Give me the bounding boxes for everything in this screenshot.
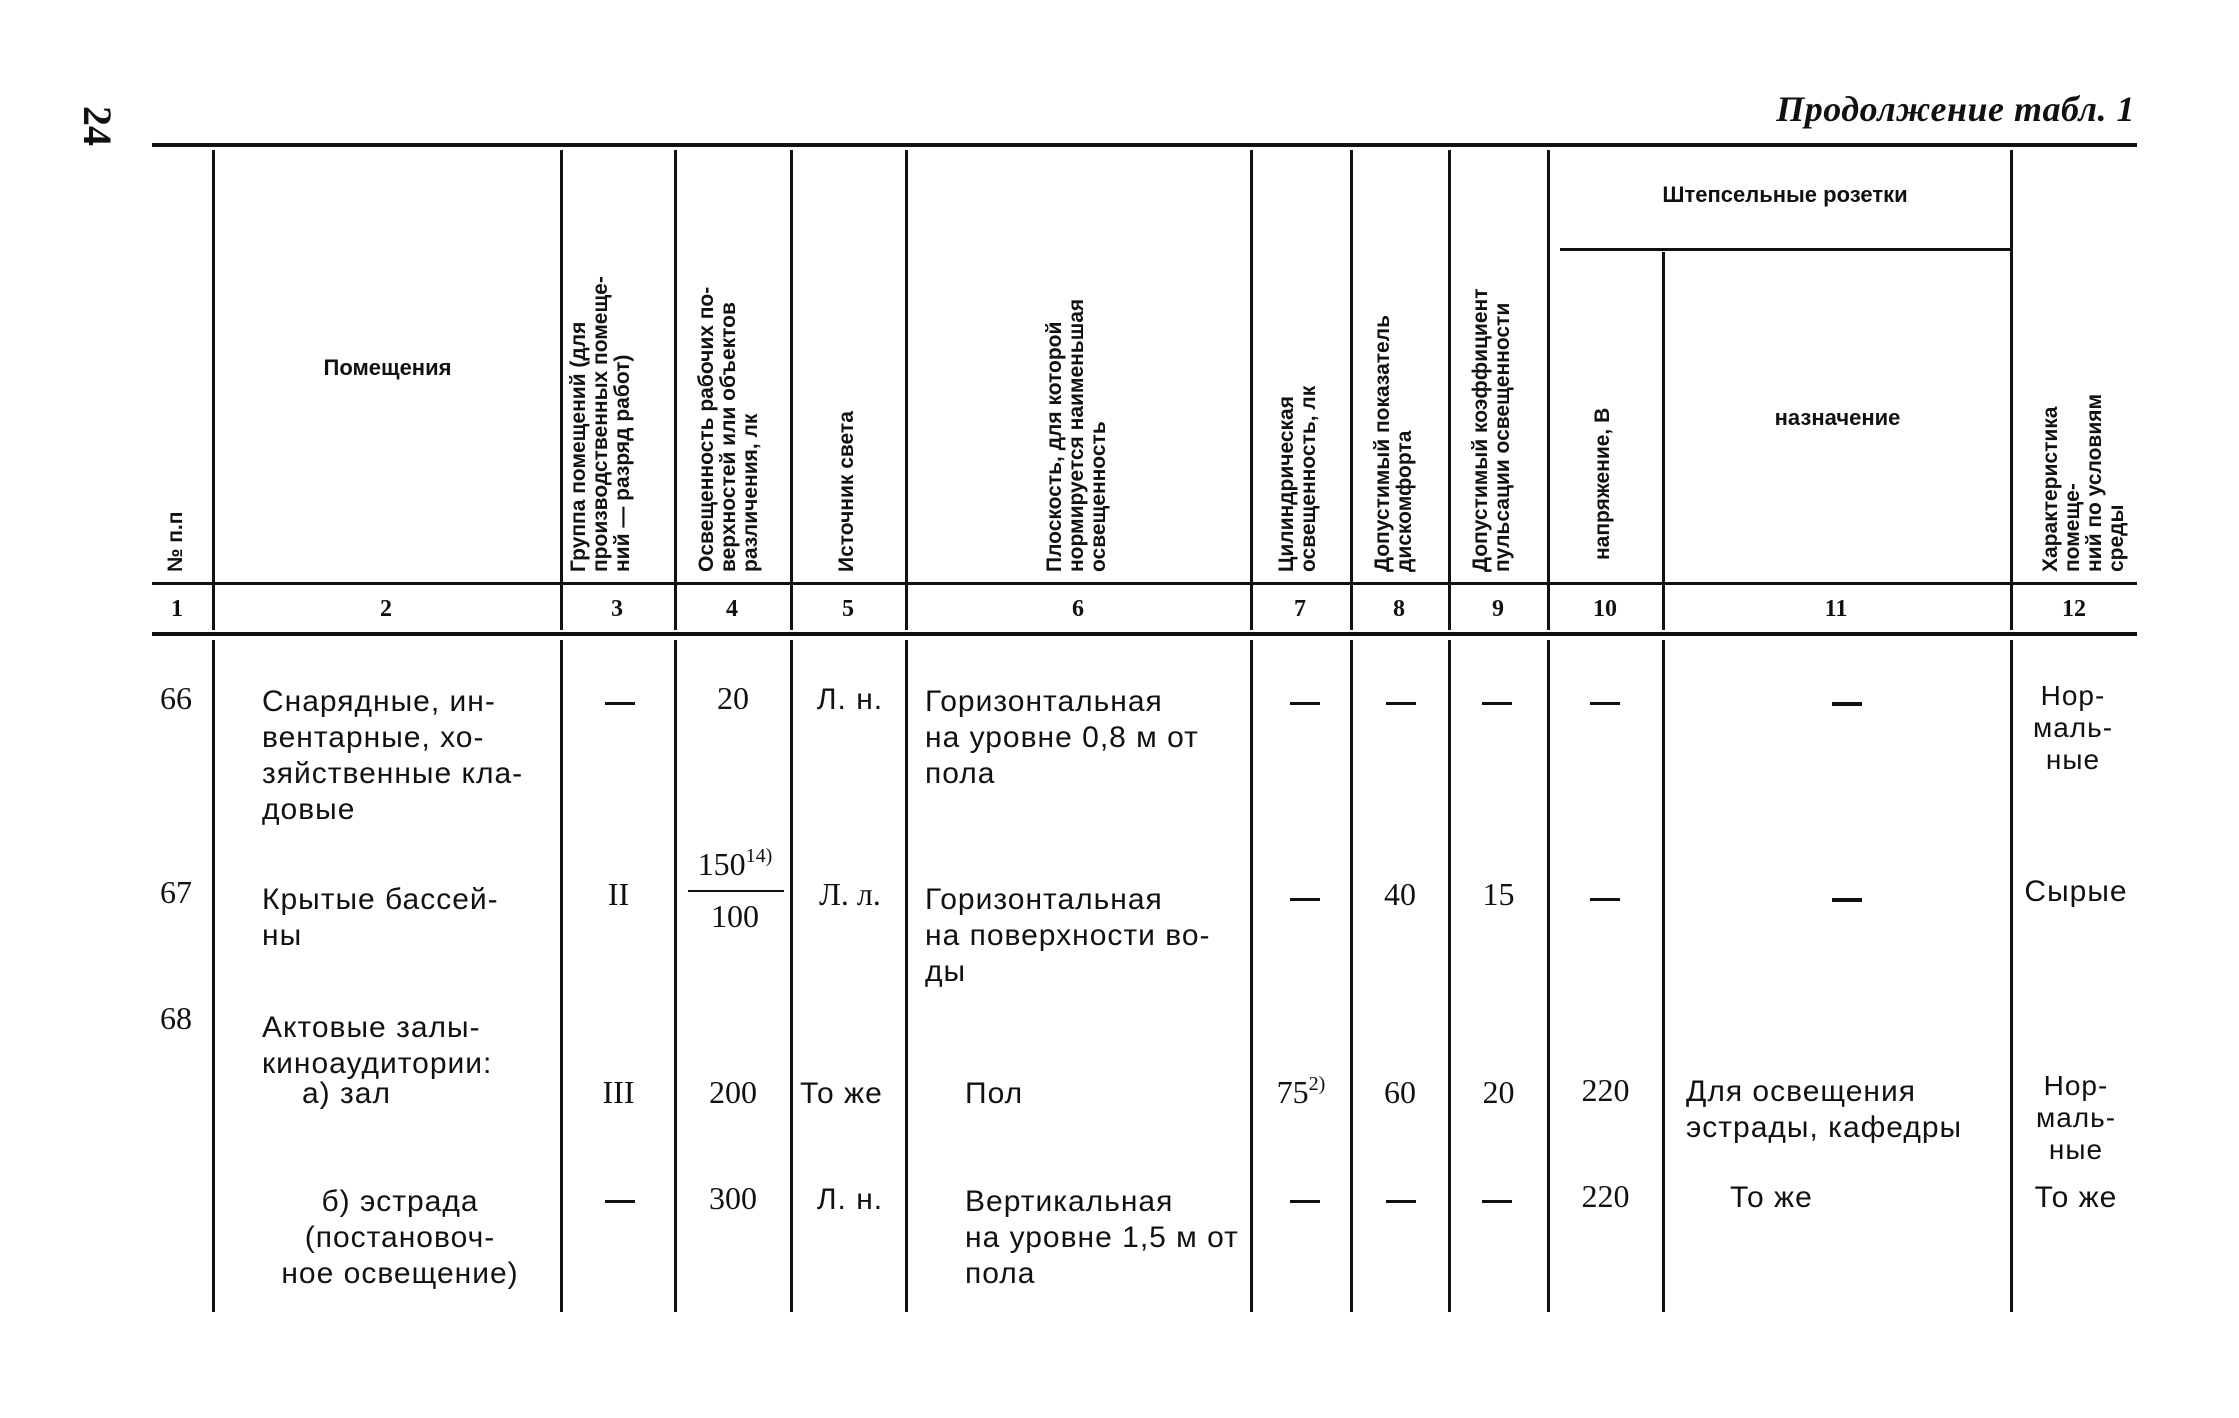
header-sockets: Штепсельные розетки	[1662, 182, 1908, 207]
environment: То же	[2034, 1181, 2118, 1214]
colnum-bottom-rule	[152, 632, 2137, 636]
col-number: 3	[611, 596, 623, 622]
dash-pulsation	[1482, 1200, 1512, 1203]
col-number: 12	[2062, 596, 2086, 622]
col-divider	[1350, 150, 1353, 630]
table-top-rule	[152, 143, 2137, 147]
pulsation: 15	[1482, 876, 1515, 912]
light-source: То же	[800, 1077, 883, 1110]
page-number: 24	[75, 106, 121, 146]
sub-label: а) зал	[302, 1077, 391, 1110]
illuminance: 20	[717, 680, 749, 716]
plane: Горизонтальная на уровне 0,8 м от пола	[925, 685, 1199, 790]
col-number: 7	[1294, 596, 1306, 622]
col-number: 6	[1072, 596, 1084, 622]
light-source: Л. н.	[816, 1183, 884, 1216]
col-divider	[1448, 150, 1451, 630]
dash-cyl	[1290, 898, 1320, 901]
col-divider	[212, 150, 215, 630]
dash-group	[605, 702, 635, 705]
illuminance-fraction	[680, 846, 790, 883]
col-divider	[2010, 150, 2013, 630]
row-number: 67	[160, 874, 192, 910]
header-col11: назначение	[1774, 405, 1901, 430]
group: II	[607, 876, 630, 912]
illuminance: 200	[709, 1074, 757, 1110]
col-number: 10	[1593, 596, 1617, 622]
col-divider	[1448, 640, 1451, 1312]
light-source: Л. л.	[819, 876, 881, 912]
room-name: Актовые залы- киноаудитории:	[262, 1011, 493, 1080]
sub-label: б) эстрада (постановоч- ное освещение)	[281, 1185, 519, 1290]
header-col9: Допустимый коэффициент пульсации освещенности	[1469, 288, 1514, 572]
purpose: Для освещения эстрады, кафедры	[1686, 1075, 1963, 1144]
col-divider	[905, 150, 908, 630]
pulsation: 20	[1482, 1074, 1515, 1110]
col-divider	[674, 150, 677, 630]
cylindrical-value: 75	[1276, 1074, 1309, 1110]
environment: Нор- маль- ные	[2032, 680, 2114, 775]
header-col5: Источник света	[835, 411, 858, 572]
room-name: Снарядные, ин- вентарные, хо- зяйственные кла- довые	[262, 685, 524, 826]
col-divider	[560, 640, 563, 1312]
col-number: 1	[171, 596, 183, 622]
discomfort: 40	[1384, 876, 1416, 912]
header-col10: напряжение, В	[1591, 407, 1614, 560]
header-col8: Допустимый показатель дискомфорта	[1371, 315, 1416, 572]
row-number: 68	[160, 1000, 192, 1036]
header-col3: Группа помещений (для производственных помеще- ний — разряд работ)	[567, 276, 634, 572]
col-divider	[790, 150, 793, 630]
col-divider	[1662, 252, 1665, 630]
plane: Пол	[965, 1077, 1024, 1110]
illuminance-bottom: 100	[711, 898, 759, 934]
light-source: Л. н.	[816, 683, 884, 716]
plane: Горизонтальная на поверхности во- ды	[925, 883, 1211, 988]
footnote-ref: 14)	[745, 845, 773, 867]
header-col1: № п.п	[164, 511, 187, 572]
header-col7: Цилиндрическая освещенность, лк	[1275, 385, 1320, 572]
col-divider	[1250, 640, 1253, 1312]
header-col2: Помещения	[323, 355, 452, 380]
plane: Вертикальная на уровне 1,5 м от пола	[965, 1185, 1239, 1290]
cylindrical	[1252, 1074, 1350, 1110]
col-number: 4	[726, 596, 738, 622]
dash-discomfort	[1386, 1200, 1416, 1203]
col-divider	[1250, 150, 1253, 630]
header-col4: Освещенность рабочих по- верхностей или объектов различения, лк	[695, 286, 762, 572]
purpose: То же	[1730, 1181, 1813, 1214]
col-divider	[905, 640, 908, 1312]
room-name: Крытые бассей- ны	[262, 883, 499, 952]
col-number: 9	[1492, 596, 1504, 622]
col-number: 11	[1824, 596, 1848, 622]
header-col12: Характеристика помеще- ний по условиям среды	[2039, 393, 2128, 572]
dash-pulsation	[1482, 702, 1512, 705]
col-number: 5	[842, 596, 854, 622]
table-caption: Продолжение табл. 1	[1776, 89, 2135, 129]
header-col6: Плоскость, для которой нормируется наименьшая освещенность	[1043, 298, 1110, 572]
dash-purpose	[1832, 898, 1862, 902]
dash-voltage	[1590, 898, 1620, 901]
col-divider	[1350, 640, 1353, 1312]
dash-cyl	[1290, 702, 1320, 705]
col-divider	[1547, 150, 1550, 630]
sockets-rule	[1560, 248, 2010, 251]
group: III	[602, 1074, 635, 1110]
voltage: 220	[1581, 1072, 1630, 1108]
voltage: 220	[1581, 1178, 1630, 1214]
fraction-bar	[688, 890, 784, 892]
col-divider	[790, 640, 793, 1312]
row-number: 66	[160, 680, 192, 716]
dash-cyl	[1290, 1200, 1320, 1203]
discomfort: 60	[1384, 1074, 1416, 1110]
dash-purpose	[1832, 702, 1862, 706]
dash-voltage	[1590, 702, 1620, 705]
col-divider	[560, 150, 563, 630]
environment: Сырые	[2024, 875, 2128, 908]
illuminance: 300	[709, 1180, 757, 1216]
dash-discomfort	[1386, 702, 1416, 705]
col-divider	[1662, 640, 1665, 1312]
footnote-ref: 2)	[1308, 1073, 1326, 1095]
col-number: 2	[380, 596, 392, 622]
header-bottom-rule	[152, 582, 2137, 585]
environment: Нор- маль- ные	[2035, 1070, 2117, 1165]
illuminance-top: 150	[697, 846, 746, 882]
col-divider	[212, 640, 215, 1312]
dash-group	[605, 1200, 635, 1203]
col-number: 8	[1393, 596, 1405, 622]
